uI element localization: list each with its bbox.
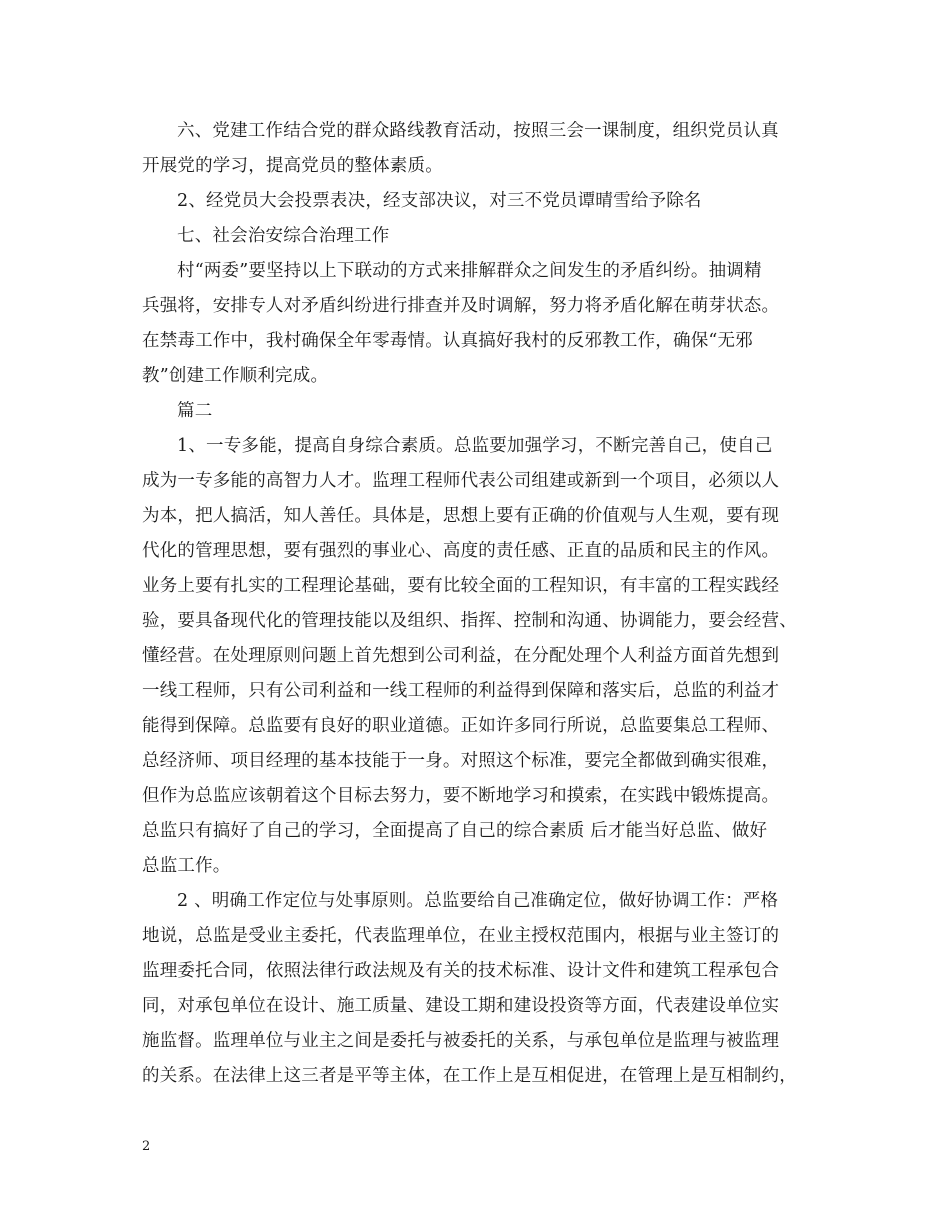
paragraph-line: 在禁毒工作中，我村确保全年零毒情。认真搞好我村的反邪教工作，确保“无邪 bbox=[142, 331, 753, 351]
paragraph-line: 六、党建工作结合党的群众路线教育活动，按照三会一课制度，组织党员认真 bbox=[177, 121, 779, 141]
paragraph-line: 成为一专多能的高智力人才。监理工程师代表公司组建或新到一个项目，必须以人 bbox=[142, 471, 780, 491]
paragraph-line: 代化的管理思想，要有强烈的事业心、高度的责任感、正直的品质和民主的作风。 bbox=[142, 541, 780, 561]
paragraph-line: 村“两委”要坚持以上下联动的方式来排解群众之间发生的矛盾纠纷。抽调精 bbox=[177, 261, 762, 281]
section-heading: 篇二 bbox=[177, 401, 213, 421]
paragraph-line: 总经济师、项目经理的基本技能于一身。对照这个标准，要完全都做到确实很难， bbox=[142, 751, 780, 771]
paragraph-line: 总监只有搞好了自己的学习，全面提高了自己的综合素质 后才能当好总监、做好 bbox=[142, 821, 768, 841]
paragraph-line: 同，对承包单位在设计、施工质量、建设工期和建设投资等方面，代表建设单位实 bbox=[142, 996, 780, 1016]
paragraph-line: 总监工作。 bbox=[142, 856, 231, 876]
paragraph-line: 教”创建工作顺利完成。 bbox=[142, 366, 329, 386]
paragraph-line: 能得到保障。总监要有良好的职业道德。正如许多同行所说，总监要集总工程师、 bbox=[142, 716, 780, 736]
paragraph-line: 的关系。在法律上这三者是平等主体，在工作上是互相促进，在管理上是互相制约， bbox=[142, 1066, 797, 1086]
paragraph-line: 施监督。监理单位与业主之间是委托与被委托的关系，与承包单位是监理与被监理 bbox=[142, 1031, 780, 1051]
paragraph-line: 一线工程师，只有公司利益和一线工程师的利益得到保障和落实后，总监的利益才 bbox=[142, 681, 780, 701]
paragraph-line: 2 、明确工作定位与处事原则。总监要给自己准确定位，做好协调工作：严格 bbox=[177, 891, 779, 911]
paragraph-line: 业务上要有扎实的工程理论基础，要有比较全面的工程知识，有丰富的工程实践经 bbox=[142, 576, 780, 596]
paragraph-line: 兵强将，安排专人对矛盾纠纷进行排查并及时调解，努力将矛盾化解在萌芽状态。 bbox=[142, 296, 780, 316]
paragraph-line: 地说，总监是受业主委托，代表监理单位，在业主授权范围内，根据与业主签订的 bbox=[142, 926, 780, 946]
paragraph-line: 但作为总监应该朝着这个目标去努力，要不断地学习和摸索，在实践中锻炼提高。 bbox=[142, 786, 780, 806]
paragraph-line: 验，要具备现代化的管理技能以及组织、指挥、控制和沟通、协调能力，要会经营、 bbox=[142, 611, 797, 631]
page-number: 2 bbox=[142, 1139, 151, 1154]
paragraph-line: 为本，把人搞活，知人善任。具体是，思想上要有正确的价值观与人生观，要有现 bbox=[142, 506, 780, 526]
paragraph-line: 开展党的学习，提高党员的整体素质。 bbox=[142, 156, 443, 176]
section-heading: 七、社会治安综合治理工作 bbox=[177, 226, 390, 246]
paragraph-line: 1、一专多能，提高自身综合素质。总监要加强学习，不断完善自己，使自己 bbox=[177, 436, 773, 456]
paragraph-line: 懂经营。在处理原则问题上首先想到公司利益，在分配处理个人利益方面首先想到 bbox=[142, 646, 780, 666]
paragraph-line: 监理委托合同，依照法律行政法规及有关的技术标准、设计文件和建筑工程承包合 bbox=[142, 961, 780, 981]
paragraph-line: 2、经党员大会投票表决，经支部决议，对三不党员谭晴雪给予除名 bbox=[177, 191, 702, 211]
